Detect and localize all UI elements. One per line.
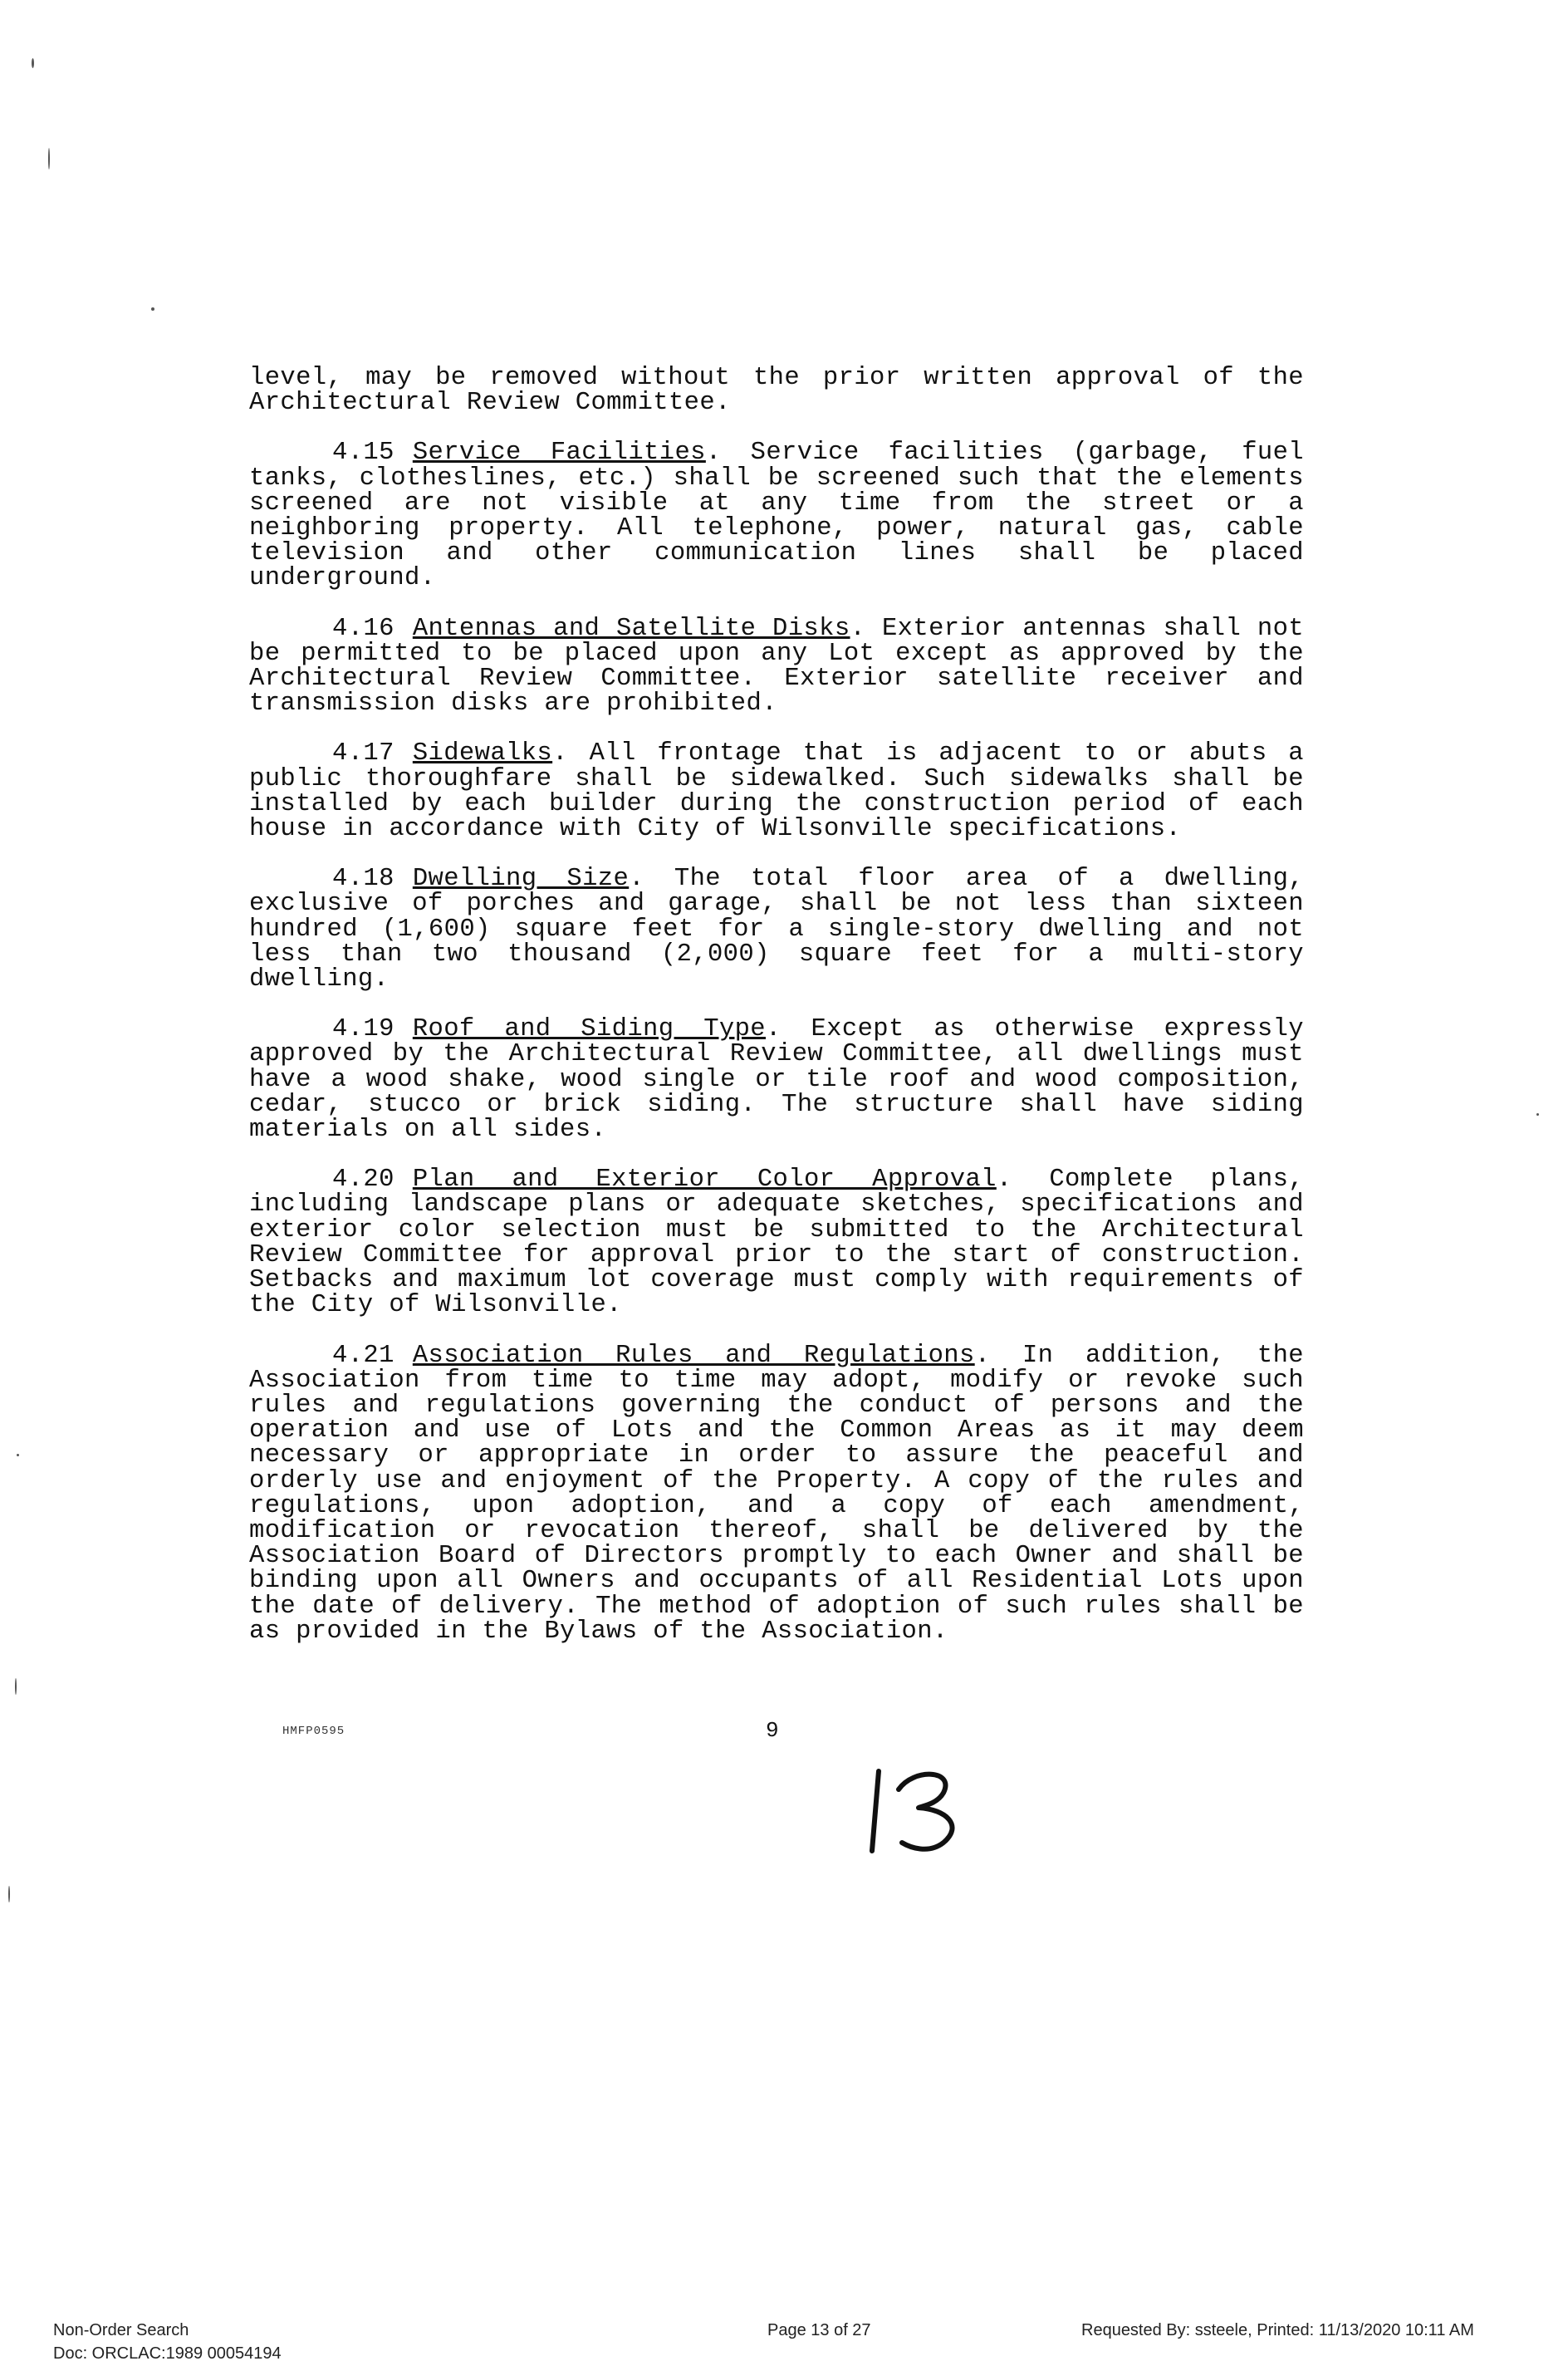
document-code: HMFP0595 [282, 1725, 345, 1738]
section-4-20 [249, 1167, 1304, 1318]
footer-requested-by: Requested By: ssteele, Printed: 11/13/2020 10:11 AM [1081, 2321, 1474, 2339]
section-text: . The total floor area of a dwelling, exclusive of porches and garage, shall be not less than sixteen hundred (1,600) square feet for a single-story dwelling and not less than two thousand (2,000) square feet for a multi-story dwelling. [249, 865, 1305, 994]
section-4-15 [249, 440, 1304, 591]
section-number: 4.15 [332, 439, 394, 468]
section-number: 4.18 [332, 865, 394, 894]
scan-speck [1536, 1113, 1539, 1116]
intro-paragraph: level, may be removed without the prior written approval of the Architectural Review Committee. [249, 364, 1304, 418]
section-number: 4.16 [332, 614, 394, 643]
scan-speck [15, 1678, 17, 1695]
section-number: 4.19 [332, 1015, 394, 1044]
section-text: . Except as otherwise expressly approved by the Architectural Review Committee, all dwellings must have a wood shake, wood single or tile roof and wood composition, cedar, stucco or brick siding. The structure shall have siding materials on all sides. [249, 1015, 1304, 1145]
section-text: . Complete plans, including landscape plans or adequate sketches, specifications and exterior color selection must be submitted to the Architectural Review Committee for approval prior to the start of construction. Setbacks and maximum lot coverage must comply with requirements of the City of Wilsonville. [249, 1166, 1305, 1320]
scan-speck [8, 1886, 10, 1902]
handwritten-page-number [864, 1761, 980, 1861]
section-number: 4.17 [332, 739, 394, 768]
section-number: 4.21 [332, 1341, 394, 1370]
section-4-21 [249, 1343, 1304, 1644]
section-heading: Plan and Exterior Color Approval [412, 1166, 997, 1195]
section-text: . Service facilities (garbage, fuel tanks, clotheslines, etc.) shall be screened such that the elements screened are not visible at any time from the street or a neighboring property. All telephone, power, natural gas, cable television and other communication lines shall be placed underground. [249, 439, 1305, 593]
section-heading: Service Facilities [412, 439, 706, 468]
section-heading: Sidewalks [412, 739, 553, 768]
section-heading: Roof and Siding Type [412, 1015, 767, 1044]
scan-speck [32, 58, 34, 68]
section-4-18 [249, 866, 1304, 992]
section-4-19 [249, 1015, 1304, 1145]
scan-speck [17, 1454, 19, 1456]
page-number: 9 [766, 1718, 779, 1743]
section-text: . In addition, the Association from time to time may adopt, modify or revoke such rules and regulations governing the conduct of persons and the operation and use of Lots and the Common Areas as it may deem necessary or appropriate in order to assure the peaceful and orderly use and enjoyment of the Property. A copy of the rules and regulations, upon adoption, and a copy of each amendment, modification or revocation thereof, shall be delivered by the Association Board of Directors promptly to each Owner and shall be binding upon all Owners and occupants of all Residential Lots upon the date of delivery. The method of adoption of such rules shall be as provided in the Bylaws of the Association. [249, 1341, 1305, 1646]
document-body [249, 366, 1304, 1669]
footer-page-count: Page 13 of 27 [767, 2321, 871, 2339]
section-text: . All frontage that is adjacent to or abuts a public thoroughfare shall be sidewalked. Such sidewalks shall be installed by each builder during the construction period of each house in accordance with City of Wilsonville specifications. [249, 739, 1304, 844]
section-4-16 [249, 616, 1304, 717]
footer-doc-id: Doc: ORCLAC:1989 00054194 [53, 2344, 282, 2363]
section-number: 4.20 [332, 1166, 394, 1195]
scan-speck [151, 307, 154, 311]
section-4-17 [249, 741, 1304, 842]
footer-search-type: Non-Order Search [53, 2321, 189, 2339]
section-heading: Dwelling Size [412, 865, 630, 894]
section-heading: Antennas and Satellite Disks [412, 614, 850, 643]
scan-speck [48, 148, 50, 169]
section-text: . Exterior antennas shall not be permitted to be placed upon any Lot except as approved by the Architectural Review Committee. Exterior satellite receiver and transmission disks are prohibited. [249, 614, 1304, 719]
section-heading: Association Rules and Regulations [412, 1341, 975, 1370]
